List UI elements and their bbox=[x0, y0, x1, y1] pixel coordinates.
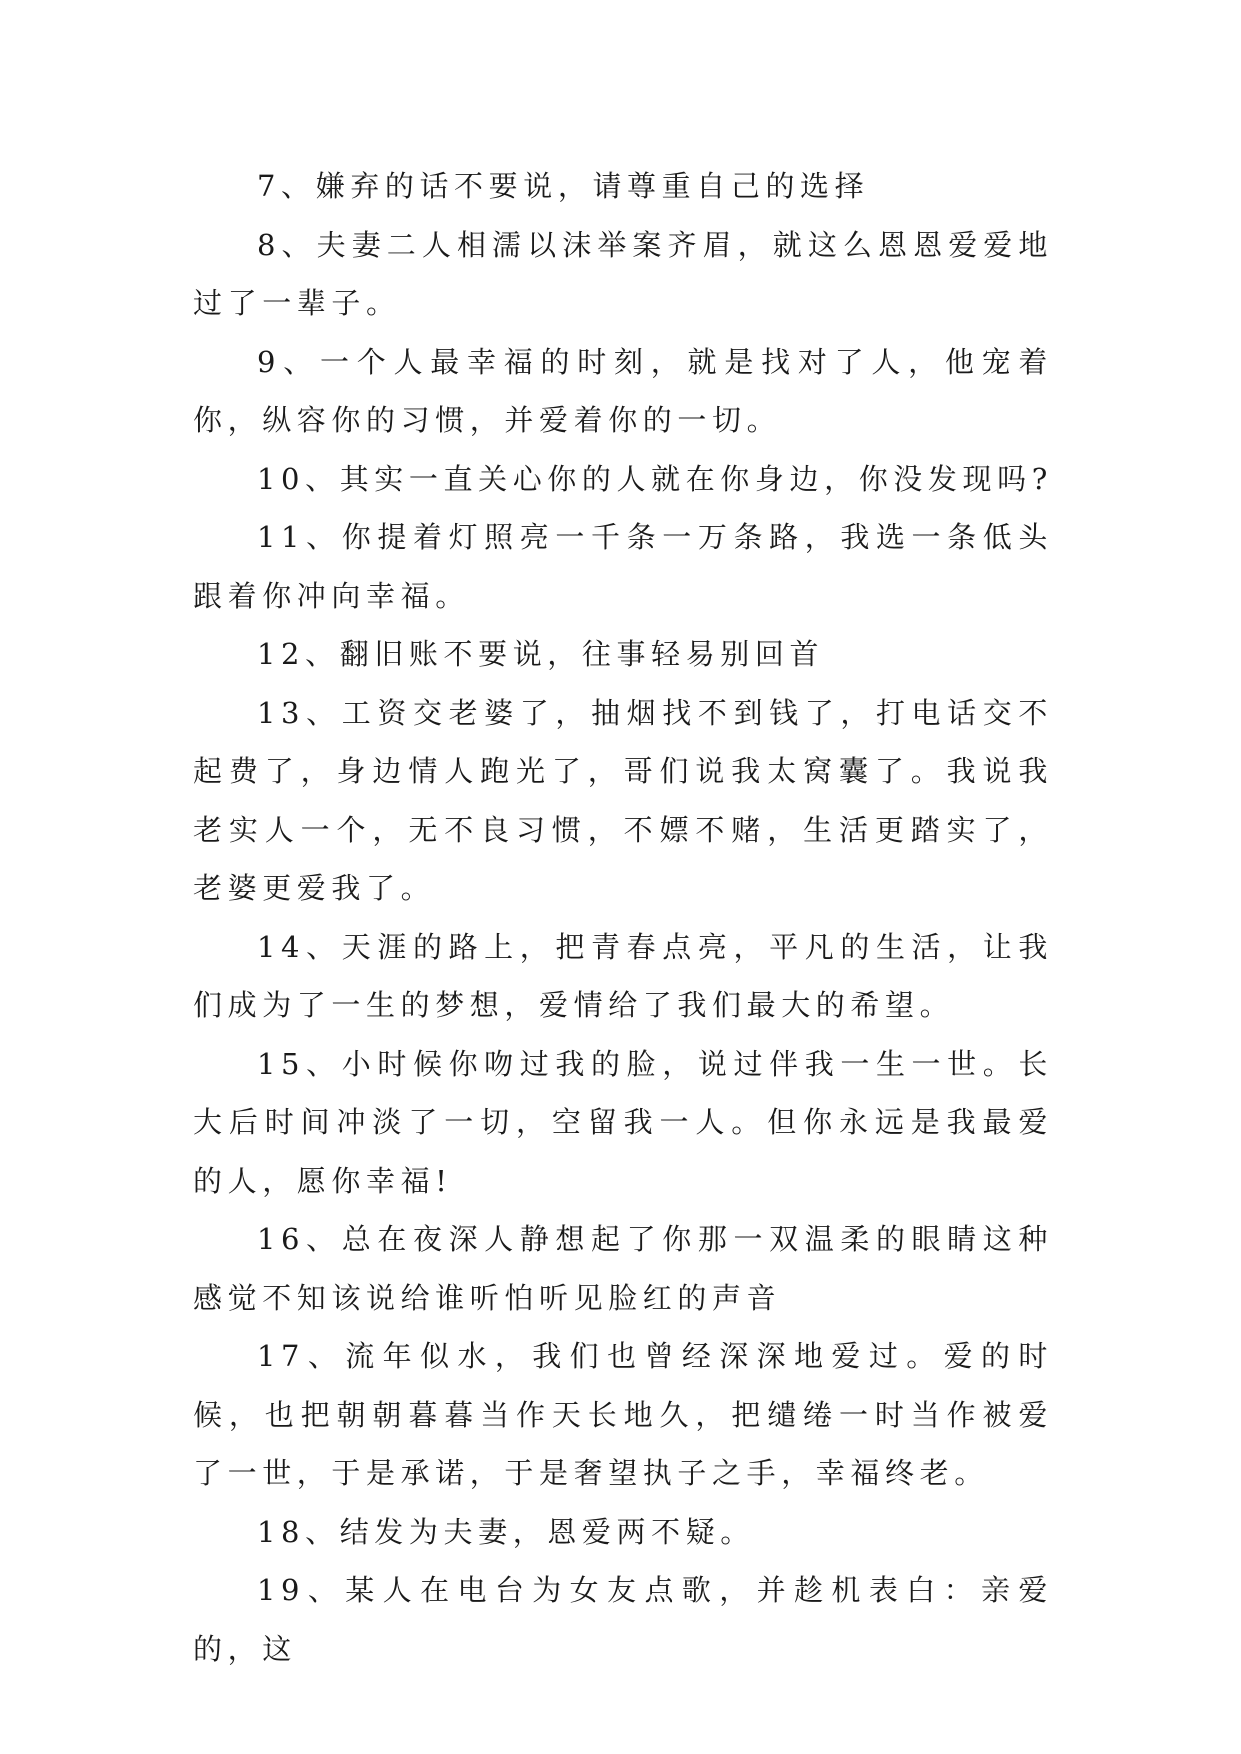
paragraph-8: 8、夫妻二人相濡以沫举案齐眉，就这么恩恩爱爱地过了一辈子。 bbox=[193, 227, 1053, 320]
paragraph-13: 13、工资交老婆了，抽烟找不到钱了，打电话交不起费了，身边情人跑光了，哥们说我太窝囊了。我说我老实人一个，无不良习惯，不嫖不赌，生活更踏实了，老婆更爱我了。 bbox=[193, 695, 1053, 905]
paragraph-15: 15、小时候你吻过我的脸，说过伴我一生一世。长大后时间冲淡了一切，空留我一人。但你永远是我最爱的人，愿你幸福! bbox=[193, 1046, 1053, 1198]
paragraph-12: 12、翻旧账不要说，往事轻易别回首 bbox=[257, 637, 825, 671]
paragraph-19: 19、某人在电台为女友点歌，并趁机表白：亲爱的，这 bbox=[193, 1573, 1053, 1666]
paragraph-10: 10、其实一直关心你的人就在你身边，你没发现吗? bbox=[257, 461, 1053, 496]
document-body bbox=[193, 157, 1053, 1678]
paragraph-16: 16、总在夜深人静想起了你那一双温柔的眼睛这种感觉不知该说给谁听怕听见脸红的声音 bbox=[193, 1222, 1053, 1315]
paragraph-14: 14、天涯的路上，把青春点亮，平凡的生活，让我们成为了一生的梦想，爱情给了我们最大的希望。 bbox=[193, 929, 1053, 1022]
paragraph-9: 9、一个人最幸福的时刻，就是找对了人，他宠着你，纵容你的习惯，并爱着你的一切。 bbox=[193, 344, 1053, 437]
paragraph-11: 11、你提着灯照亮一千条一万条路，我选一条低头跟着你冲向幸福。 bbox=[193, 520, 1053, 613]
paragraph-17: 17、流年似水，我们也曾经深深地爱过。爱的时候，也把朝朝暮暮当作天长地久，把缱绻一时当作被爱了一世，于是承诺，于是奢望执子之手，幸福终老。 bbox=[193, 1339, 1053, 1490]
paragraph-7: 7、嫌弃的话不要说，请尊重自己的选择 bbox=[257, 169, 870, 203]
paragraph-18: 18、结发为夫妻，恩爱两不疑。 bbox=[257, 1514, 755, 1549]
